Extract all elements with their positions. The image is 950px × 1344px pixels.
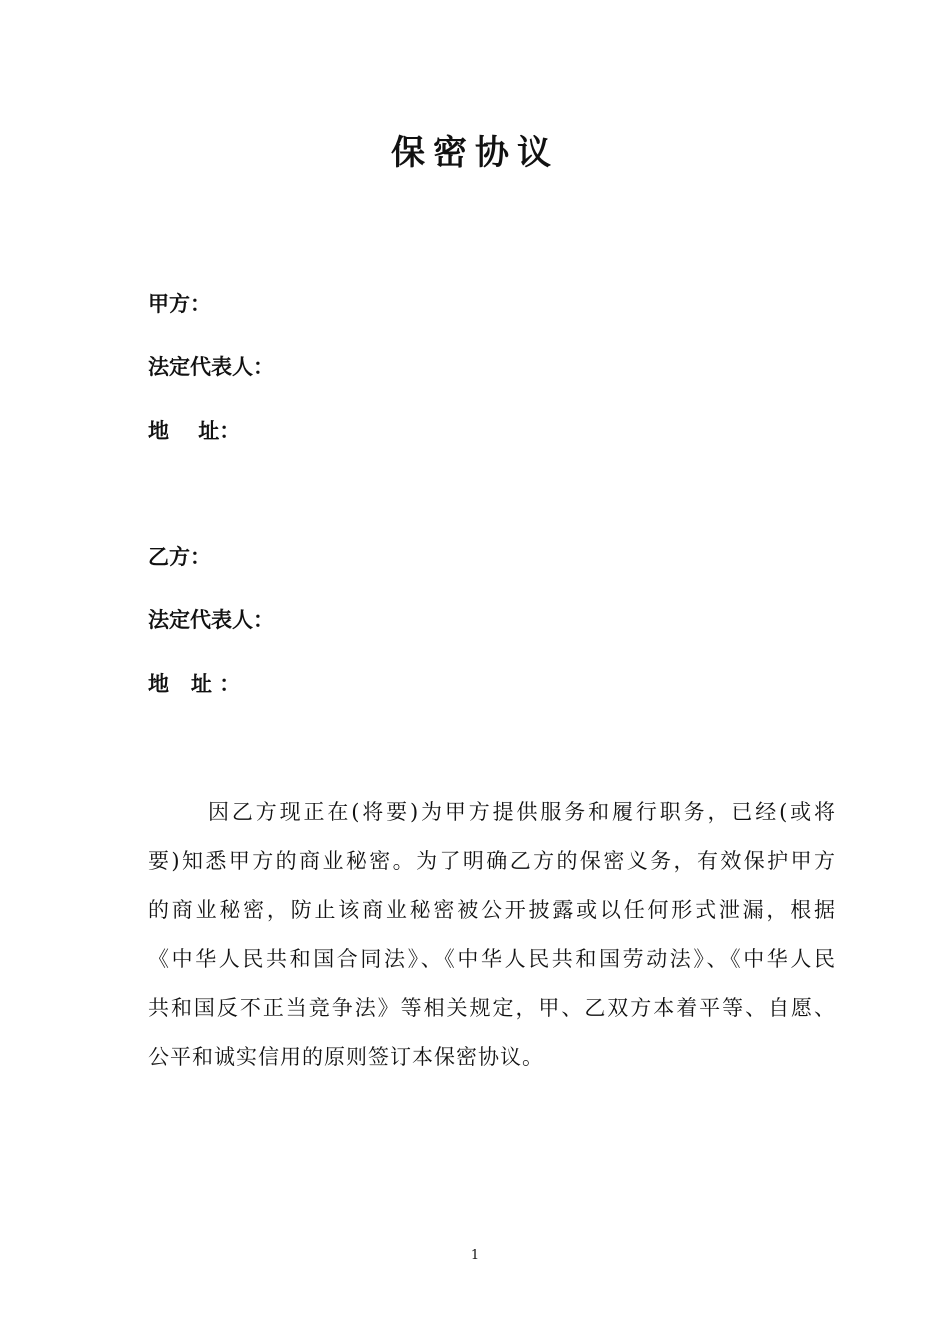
intro-line: 《中华人民共和国合同法》、《中华人民共和国劳动法》、《中华人民 bbox=[148, 947, 836, 971]
party-a-name-label: 甲方： bbox=[148, 291, 211, 316]
intro-line: 因乙方现正在(将要)为甲方提供服务和履行职务，已经(或将 bbox=[208, 800, 836, 824]
document-title: 保密协议 bbox=[391, 133, 559, 173]
party-b-representative-label: 法定代表人： bbox=[148, 607, 274, 632]
intro-line: 要)知悉甲方的商业秘密。为了明确乙方的保密义务，有效保护甲方 bbox=[148, 849, 836, 873]
party-a-address-label: 地 址： bbox=[148, 418, 241, 443]
page-number: 1 bbox=[470, 1248, 480, 1263]
intro-line: 公平和诚实信用的原则签订本保密协议。 bbox=[148, 1045, 544, 1069]
intro-paragraph bbox=[148, 788, 836, 1082]
party-b-address-label: 地 址 ： bbox=[148, 671, 241, 696]
party-a-representative-label: 法定代表人： bbox=[148, 354, 274, 379]
party-b-name-label: 乙方： bbox=[148, 544, 211, 569]
intro-line: 的商业秘密，防止该商业秘密被公开披露或以任何形式泄漏，根据 bbox=[148, 898, 836, 922]
intro-line: 共和国反不正当竞争法》等相关规定，甲、乙双方本着平等、自愿、 bbox=[148, 996, 836, 1020]
